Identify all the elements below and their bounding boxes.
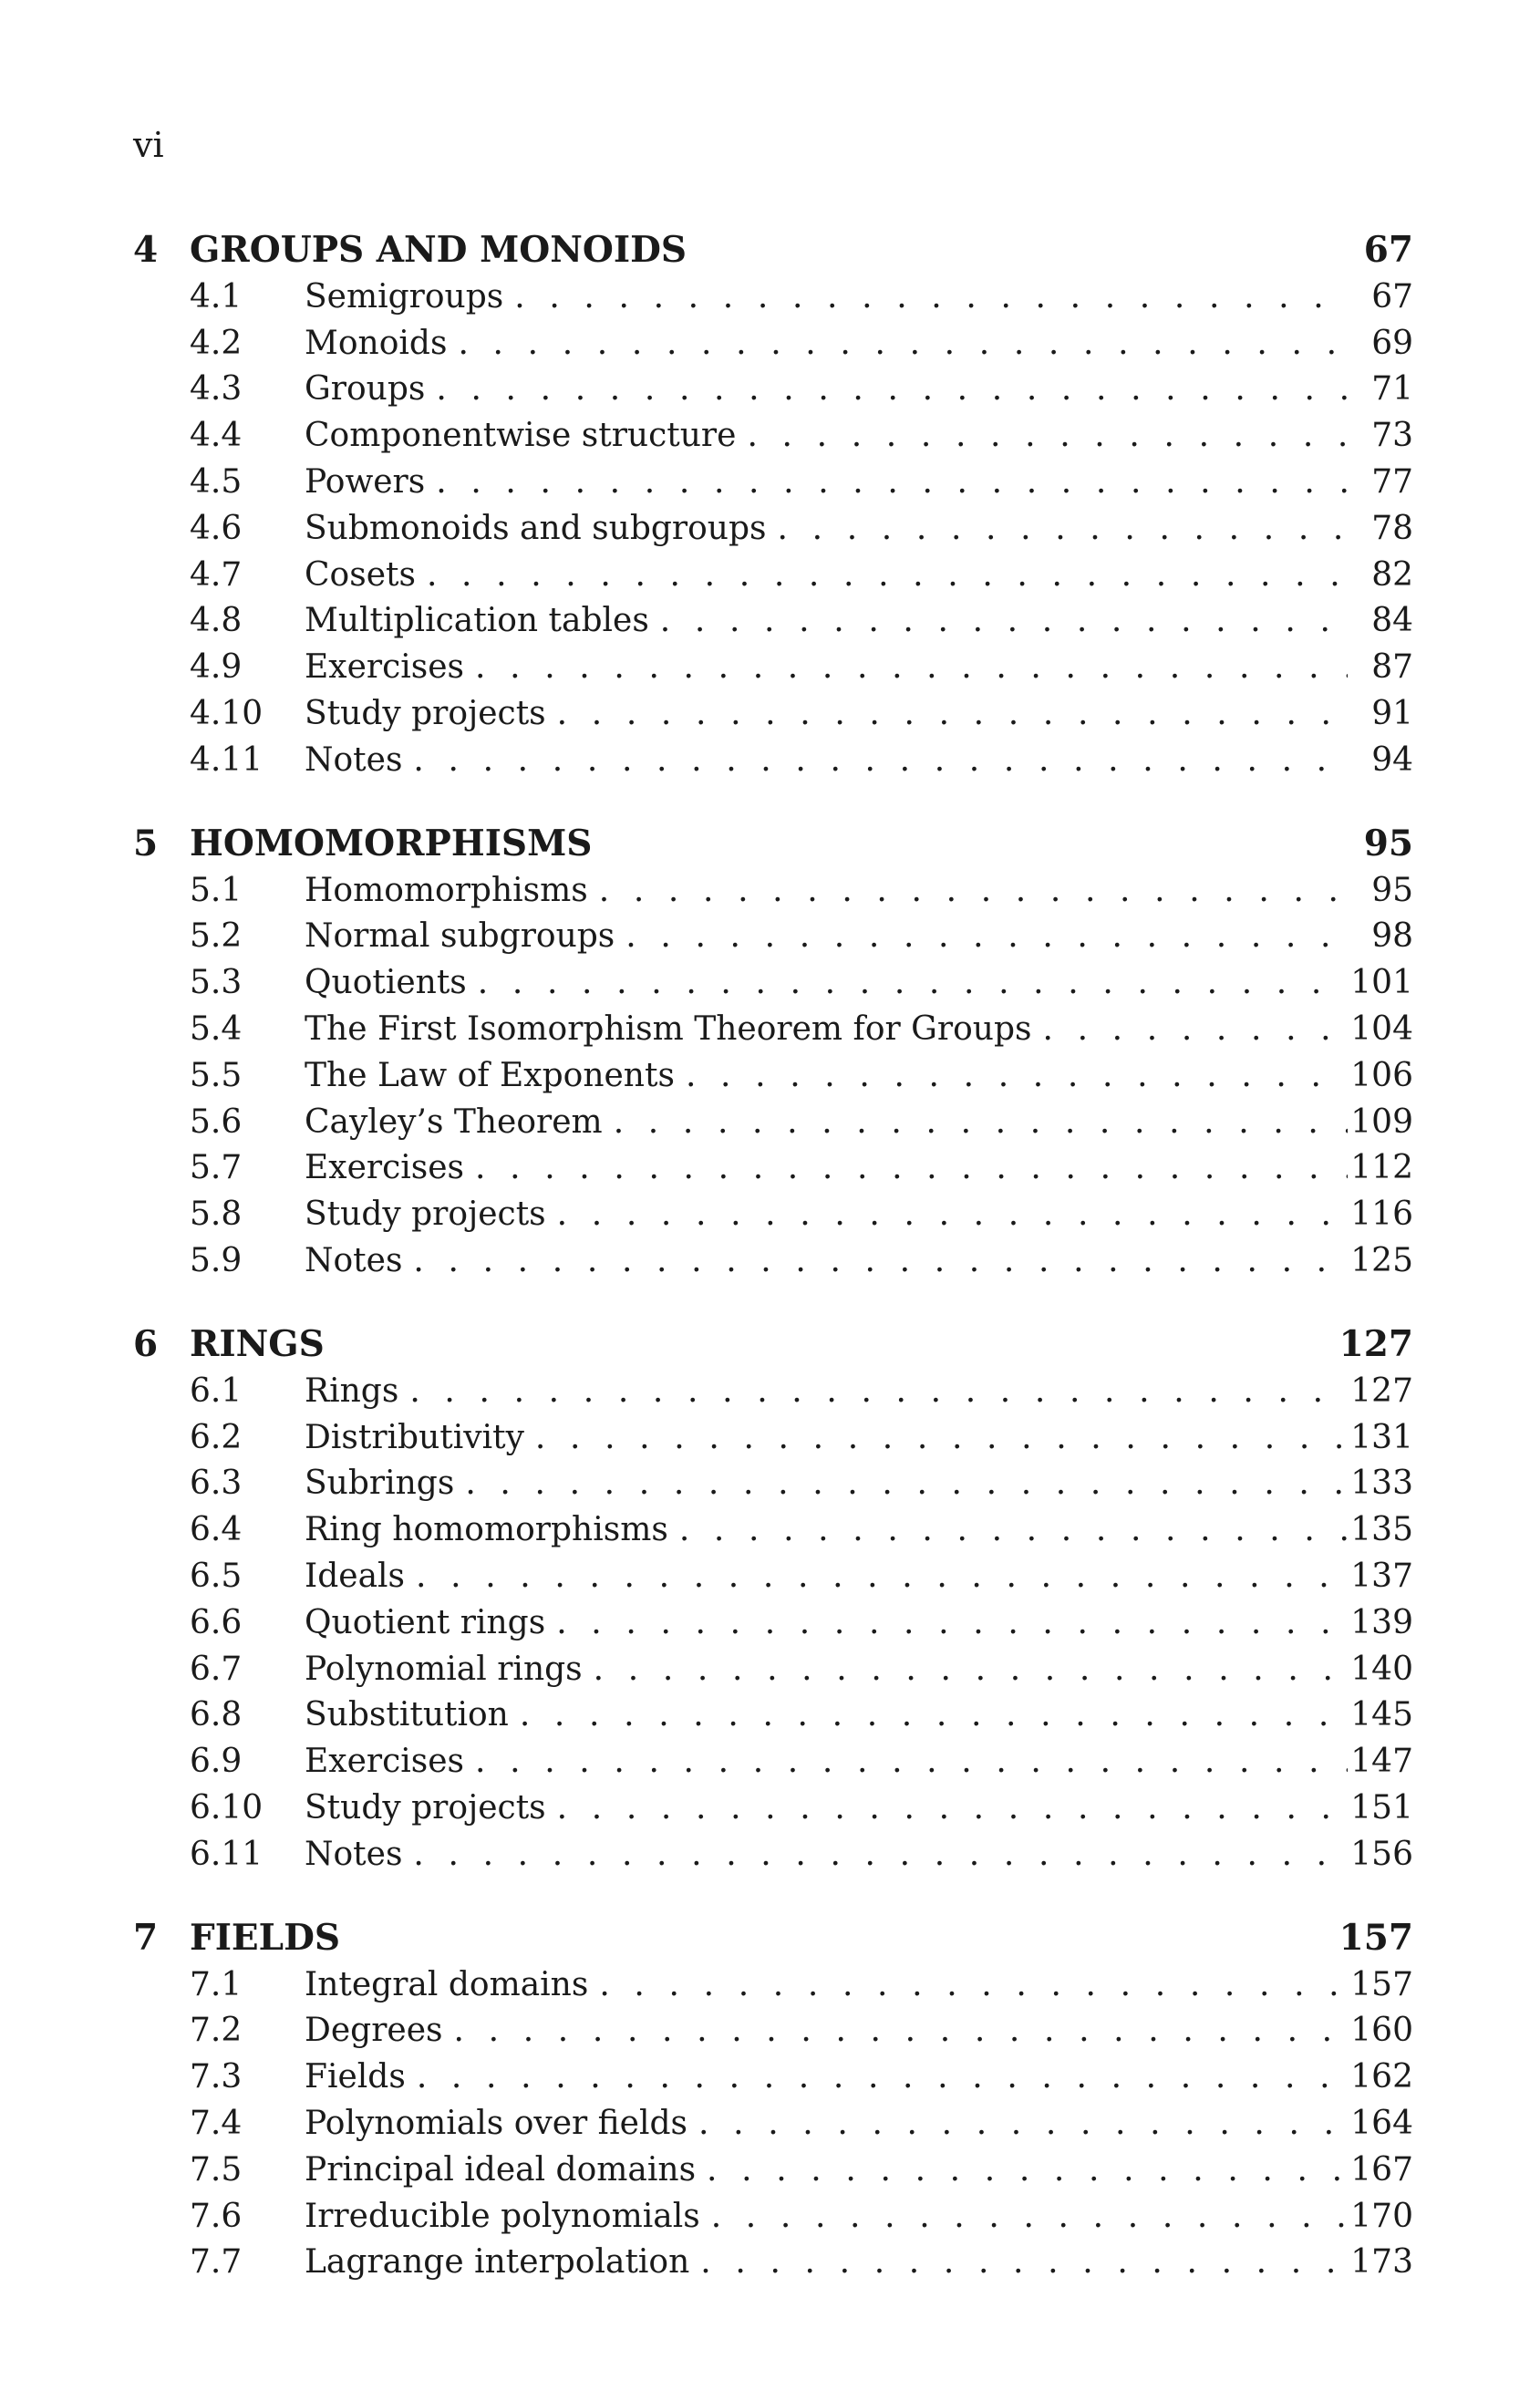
- toc-entry[interactable]: [133, 2239, 1413, 2285]
- dot-leader: [465, 1461, 1348, 1507]
- chapter-heading[interactable]: [133, 226, 1413, 274]
- chapter-page-number: 95: [1363, 822, 1413, 864]
- toc-entry[interactable]: [133, 1646, 1413, 1692]
- section-page-number: 98: [1371, 917, 1413, 956]
- dot-leader: [557, 1785, 1348, 1831]
- section-page-number: 112: [1350, 1149, 1413, 1187]
- section-page-number: 73: [1371, 417, 1413, 455]
- dot-leader: [413, 1237, 1348, 1284]
- section-title: Notes: [305, 1835, 403, 1873]
- toc-entry[interactable]: [133, 867, 1413, 914]
- section-number: 6.6: [190, 1603, 243, 1641]
- section-number: 6.7: [190, 1650, 243, 1688]
- section-page-number: 167: [1350, 2150, 1413, 2189]
- section-page-number: 125: [1350, 1242, 1413, 1280]
- section-number: 6.11: [190, 1835, 264, 1873]
- toc-entry[interactable]: [133, 1831, 1413, 1878]
- dot-leader: [557, 1191, 1348, 1237]
- section-title: Cayley’s Theorem: [305, 1102, 603, 1141]
- section-page-number: 170: [1350, 2197, 1413, 2235]
- dot-leader: [436, 367, 1348, 413]
- section-title: Polynomials over fields: [305, 2104, 688, 2142]
- section-page-number: 160: [1350, 2012, 1413, 2050]
- section-title: Notes: [305, 740, 403, 779]
- section-page-number: 71: [1371, 370, 1413, 409]
- section-title: Subrings: [305, 1464, 455, 1503]
- toc-entry[interactable]: [133, 505, 1413, 552]
- dot-leader: [475, 644, 1348, 690]
- section-number: 6.3: [190, 1464, 243, 1503]
- toc-entry[interactable]: [133, 1368, 1413, 1414]
- chapter-number: 4: [133, 229, 159, 271]
- section-title: Substitution: [305, 1696, 509, 1734]
- dot-leader: [599, 1961, 1348, 2008]
- section-number: 4.10: [190, 695, 264, 733]
- section-page-number: 87: [1371, 648, 1413, 687]
- toc-entry[interactable]: [133, 1191, 1413, 1237]
- section-page-number: 164: [1350, 2104, 1413, 2142]
- section-title: The First Isomorphism Theorem for Groups: [305, 1010, 1032, 1049]
- dot-leader: [679, 1506, 1348, 1553]
- section-number: 7.4: [190, 2104, 243, 2142]
- section-title: Ring homomorphisms: [305, 1511, 668, 1549]
- toc-entry[interactable]: [133, 2193, 1413, 2240]
- section-title: Groups: [305, 370, 426, 409]
- section-page-number: 147: [1350, 1743, 1413, 1781]
- section-number: 5.9: [190, 1242, 243, 1280]
- section-page-number: 69: [1371, 324, 1413, 362]
- toc-entry[interactable]: [133, 2054, 1413, 2100]
- toc-entry[interactable]: [133, 552, 1413, 598]
- section-title: Multiplication tables: [305, 602, 649, 640]
- section-title: Lagrange interpolation: [305, 2243, 690, 2282]
- section-number: 4.4: [190, 417, 243, 455]
- chapter-number: 5: [133, 822, 159, 864]
- section-title: Exercises: [305, 1149, 465, 1187]
- dot-leader: [416, 1553, 1348, 1599]
- chapter-title: HOMOMORPHISMS: [190, 822, 593, 864]
- section-number: 4.1: [190, 277, 243, 316]
- dot-leader: [686, 1052, 1348, 1099]
- section-number: 7.7: [190, 2243, 243, 2282]
- section-title: Study projects: [305, 1195, 546, 1234]
- toc-entry[interactable]: [133, 2147, 1413, 2193]
- section-title: Cosets: [305, 555, 416, 594]
- toc-entry[interactable]: [133, 320, 1413, 367]
- section-title: Exercises: [305, 1743, 465, 1781]
- chapter-heading[interactable]: [133, 1320, 1413, 1368]
- section-number: 5.8: [190, 1195, 243, 1234]
- section-number: 4.6: [190, 509, 243, 547]
- toc-entry[interactable]: [133, 1237, 1413, 1284]
- toc-entry[interactable]: [133, 2008, 1413, 2054]
- dot-leader: [707, 2147, 1348, 2193]
- toc-entry[interactable]: [133, 1006, 1413, 1052]
- dot-leader: [1042, 1006, 1348, 1052]
- toc-entry[interactable]: [133, 1461, 1413, 1507]
- section-title: Rings: [305, 1371, 399, 1410]
- section-page-number: 67: [1371, 277, 1413, 316]
- section-number: 4.8: [190, 602, 243, 640]
- section-number: 6.1: [190, 1371, 243, 1410]
- section-number: 5.5: [190, 1056, 243, 1094]
- toc-entry[interactable]: [133, 1738, 1413, 1785]
- section-page-number: 157: [1350, 1965, 1413, 2003]
- toc-entry[interactable]: [133, 274, 1413, 320]
- chapter-page-number: 67: [1363, 229, 1413, 271]
- chapter-number: 7: [133, 1916, 159, 1959]
- section-number: 5.1: [190, 871, 243, 909]
- section-title: Componentwise structure: [305, 417, 737, 455]
- section-page-number: 140: [1350, 1650, 1413, 1688]
- dot-leader: [625, 914, 1348, 960]
- section-page-number: 139: [1350, 1603, 1413, 1641]
- section-page-number: 91: [1371, 695, 1413, 733]
- section-title: Study projects: [305, 1789, 546, 1827]
- section-page-number: 151: [1350, 1789, 1413, 1827]
- dot-leader: [413, 1831, 1348, 1878]
- section-number: 7.5: [190, 2150, 243, 2189]
- section-page-number: 104: [1350, 1010, 1413, 1049]
- dot-leader: [599, 867, 1348, 914]
- chapter-page-number: 157: [1338, 1916, 1413, 1959]
- toc-entry[interactable]: [133, 959, 1413, 1006]
- dot-leader: [535, 1414, 1348, 1461]
- toc-entry[interactable]: [133, 690, 1413, 737]
- dot-leader: [556, 1599, 1348, 1646]
- toc-entry[interactable]: [133, 459, 1413, 505]
- section-title: Study projects: [305, 695, 546, 733]
- dot-leader: [413, 737, 1348, 783]
- chapter-heading[interactable]: [133, 820, 1413, 867]
- section-title: Semigroups: [305, 277, 504, 316]
- dot-leader: [520, 1692, 1348, 1739]
- section-page-number: 133: [1350, 1464, 1413, 1503]
- section-number: 4.2: [190, 324, 243, 362]
- section-number: 4.3: [190, 370, 243, 409]
- chapter-5: [133, 820, 1413, 1284]
- section-number: 5.2: [190, 917, 243, 956]
- section-number: 5.3: [190, 964, 243, 1002]
- section-title: Monoids: [305, 324, 448, 362]
- chapter-title: RINGS: [190, 1322, 325, 1365]
- dot-leader: [557, 690, 1348, 737]
- toc-entry[interactable]: [133, 1599, 1413, 1646]
- section-number: 5.6: [190, 1102, 243, 1141]
- toc-entry[interactable]: [133, 2100, 1413, 2147]
- section-number: 6.4: [190, 1511, 243, 1549]
- dot-leader: [594, 1646, 1348, 1692]
- section-title: Fields: [305, 2058, 406, 2096]
- section-title: Integral domains: [305, 1965, 589, 2003]
- section-number: 4.11: [190, 740, 264, 779]
- section-number: 6.9: [190, 1743, 243, 1781]
- toc-entry[interactable]: [133, 737, 1413, 783]
- section-page-number: 162: [1350, 2058, 1413, 2096]
- toc-entry[interactable]: [133, 1506, 1413, 1553]
- section-title: Principal ideal domains: [305, 2150, 697, 2189]
- section-title: Submonoids and subgroups: [305, 509, 767, 547]
- section-number: 5.4: [190, 1010, 243, 1049]
- dot-leader: [778, 505, 1348, 552]
- section-number: 4.5: [190, 463, 243, 502]
- section-number: 4.9: [190, 648, 243, 687]
- toc-entry[interactable]: [133, 1414, 1413, 1461]
- dot-leader: [475, 1145, 1348, 1192]
- section-title: Homomorphisms: [305, 871, 588, 909]
- section-title: Powers: [305, 463, 426, 502]
- section-number: 6.5: [190, 1558, 243, 1596]
- toc-entry[interactable]: [133, 914, 1413, 960]
- dot-leader: [698, 2100, 1348, 2147]
- page-number: vi: [133, 125, 164, 165]
- section-page-number: 101: [1350, 964, 1413, 1002]
- chapter-heading[interactable]: [133, 1914, 1413, 1961]
- chapter-number: 6: [133, 1322, 159, 1365]
- dot-leader: [711, 2193, 1348, 2240]
- chapter-title: GROUPS AND MONOIDS: [190, 229, 687, 271]
- toc-entry[interactable]: [133, 412, 1413, 459]
- section-page-number: 94: [1371, 740, 1413, 779]
- dot-leader: [409, 1368, 1348, 1414]
- section-page-number: 173: [1350, 2243, 1413, 2282]
- section-page-number: 95: [1371, 871, 1413, 909]
- chapter-7: [133, 1914, 1413, 2286]
- dot-leader: [614, 1099, 1348, 1145]
- section-page-number: 127: [1350, 1371, 1413, 1410]
- dot-leader: [427, 552, 1348, 598]
- section-page-number: 135: [1350, 1511, 1413, 1549]
- table-of-contents: [133, 226, 1413, 2322]
- section-title: Distributivity: [305, 1418, 524, 1456]
- section-number: 5.7: [190, 1149, 243, 1187]
- section-number: 7.2: [190, 2012, 243, 2050]
- section-page-number: 131: [1350, 1418, 1413, 1456]
- section-page-number: 145: [1350, 1696, 1413, 1734]
- section-title: Quotient rings: [305, 1603, 546, 1641]
- section-title: Notes: [305, 1242, 403, 1280]
- section-page-number: 84: [1371, 602, 1413, 640]
- section-title: Polynomial rings: [305, 1650, 583, 1688]
- section-page-number: 106: [1350, 1056, 1413, 1094]
- dot-leader: [478, 959, 1348, 1006]
- section-title: Ideals: [305, 1558, 406, 1596]
- section-page-number: 82: [1371, 555, 1413, 594]
- toc-entry[interactable]: [133, 1553, 1413, 1599]
- dot-leader: [700, 2239, 1348, 2285]
- section-number: 7.6: [190, 2197, 243, 2235]
- section-title: The Law of Exponents: [305, 1056, 675, 1094]
- section-page-number: 109: [1350, 1102, 1413, 1141]
- dot-leader: [747, 412, 1348, 459]
- chapter-page-number: 127: [1338, 1322, 1413, 1365]
- section-number: 7.1: [190, 1965, 243, 2003]
- toc-entry[interactable]: [133, 644, 1413, 690]
- section-number: 7.3: [190, 2058, 243, 2096]
- dot-leader: [514, 274, 1348, 320]
- toc-entry[interactable]: [133, 367, 1413, 413]
- toc-entry[interactable]: [133, 1099, 1413, 1145]
- toc-entry[interactable]: [133, 1785, 1413, 1831]
- section-number: 6.2: [190, 1418, 243, 1456]
- dot-leader: [417, 2054, 1348, 2100]
- toc-entry[interactable]: [133, 1145, 1413, 1192]
- toc-entry[interactable]: [133, 1692, 1413, 1739]
- section-number: 6.8: [190, 1696, 243, 1734]
- chapter-6: [133, 1320, 1413, 1878]
- dot-leader: [454, 2008, 1348, 2054]
- dot-leader: [458, 320, 1348, 367]
- section-page-number: 137: [1350, 1558, 1413, 1596]
- dot-leader: [436, 459, 1348, 505]
- chapter-4: [133, 226, 1413, 783]
- dot-leader: [660, 598, 1348, 645]
- section-title: Normal subgroups: [305, 917, 615, 956]
- section-number: 4.7: [190, 555, 243, 594]
- section-page-number: 78: [1371, 509, 1413, 547]
- toc-entry[interactable]: [133, 1961, 1413, 2008]
- toc-entry[interactable]: [133, 598, 1413, 645]
- dot-leader: [475, 1738, 1348, 1785]
- section-page-number: 116: [1350, 1195, 1413, 1234]
- section-number: 6.10: [190, 1789, 264, 1827]
- chapter-title: FIELDS: [190, 1916, 341, 1959]
- section-title: Exercises: [305, 648, 465, 687]
- section-title: Quotients: [305, 964, 467, 1002]
- section-page-number: 77: [1371, 463, 1413, 502]
- section-title: Irreducible polynomials: [305, 2197, 700, 2235]
- toc-entry[interactable]: [133, 1052, 1413, 1099]
- section-page-number: 156: [1350, 1835, 1413, 1873]
- section-title: Degrees: [305, 2012, 443, 2050]
